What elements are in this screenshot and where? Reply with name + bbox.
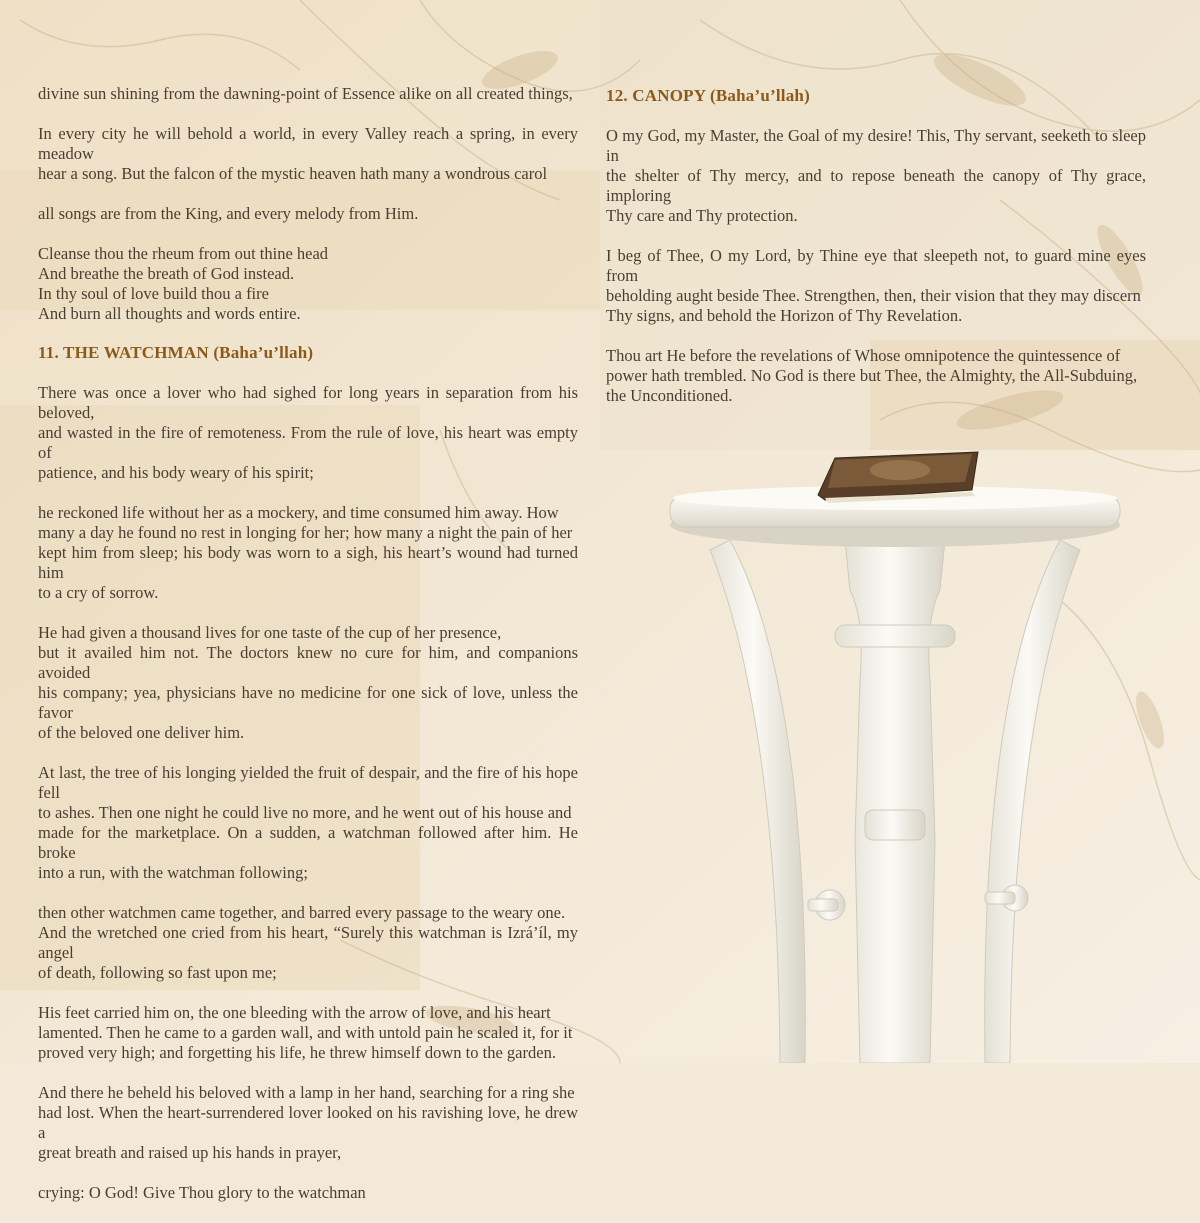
text-line: He had given a thousand lives for one taste of the cup of her presence, xyxy=(38,623,502,642)
text-line: Thy care and Thy protection. xyxy=(606,206,798,225)
text-line: the shelter of Thy mercy, and to repose beneath the canopy of Thy grace, imploring xyxy=(606,166,1146,205)
story-paragraph xyxy=(38,1183,578,1203)
story-paragraph xyxy=(38,503,578,603)
text-line: to a cry of sorrow. xyxy=(38,583,159,602)
text-line: lamented. Then he came to a garden wall, and with untold pain he scaled it, for it xyxy=(38,1023,573,1042)
text-line: patience, and his body weary of his spirit; xyxy=(38,463,314,482)
watchman-story xyxy=(38,383,578,1223)
poem-line: In thy soul of love build thou a fire xyxy=(38,284,269,303)
text-line: power hath trembled. No God is there but Thee, the Almighty, the All-Subduing, xyxy=(606,366,1138,385)
text-line: I beg of Thee, O my Lord, by Thine eye that sleepeth not, to guard mine eyes from xyxy=(606,246,1146,285)
text-line: And there he beheld his beloved with a lamp in her hand, searching for a ring she xyxy=(38,1083,575,1102)
prayer-paragraph xyxy=(606,126,1146,226)
text-line: great breath and raised up his hands in prayer, xyxy=(38,1143,342,1162)
section-title-watchman: 11. THE WATCHMAN (Baha’u’llah) xyxy=(38,343,314,362)
text-line: His feet carried him on, the one bleeding with the arrow of love, and his heart xyxy=(38,1003,551,1022)
text-line: divine sun shining from the dawning-point of Essence alike on all created things, xyxy=(38,84,573,103)
story-paragraph xyxy=(38,903,578,983)
text-line: of the beloved one deliver him. xyxy=(38,723,245,742)
text-line: the Unconditioned. xyxy=(606,386,733,405)
poem-line: And burn all thoughts and words entire. xyxy=(38,304,301,323)
text-line: proved very high; and forgetting his life, he threw himself down to the garden. xyxy=(38,1043,556,1062)
text-line: many a day he found no rest in longing for her; how many a night the pain of her xyxy=(38,523,573,542)
text-line: of death, following so fast upon me; xyxy=(38,963,277,982)
text-line: and wasted in the fire of remoteness. From the rule of love, his heart was empty of xyxy=(38,423,578,462)
text-line: And the wretched one cried from his heart, “Surely this watchman is Izrá’íl, my angel xyxy=(38,923,578,962)
text-line: beholding aught beside Thee. Strengthen, then, their vision that they may discern xyxy=(606,286,1141,305)
text-line: hear a song. But the falcon of the mystic heaven hath many a wondrous carol xyxy=(38,164,548,183)
poem-line: Cleanse thou the rheum from out thine head xyxy=(38,244,329,263)
left-column xyxy=(38,84,578,344)
story-paragraph xyxy=(38,383,578,483)
text-line: had lost. When the heart-surrendered lover looked on his ravishing love, he drew a xyxy=(38,1103,578,1142)
story-paragraph xyxy=(38,1003,578,1063)
intro-paragraph-3 xyxy=(38,204,578,224)
text-line: into a run, with the watchman following; xyxy=(38,863,308,882)
text-line: kept him from sleep; his body was worn to a sigh, his heart’s wound had turned him xyxy=(38,543,578,582)
section-title-canopy: 12. CANOPY (Baha’u’llah) xyxy=(606,86,810,105)
story-paragraph xyxy=(38,763,578,883)
text-line: his company; yea, physicians have no medicine for one sick of love, unless the favor xyxy=(38,683,578,722)
pedestal-with-book-icon xyxy=(660,440,1130,1063)
text-line: then other watchmen came together, and barred every passage to the weary one. xyxy=(38,903,566,922)
intro-paragraph-2 xyxy=(38,124,578,184)
story-paragraph xyxy=(38,623,578,743)
text-line: to ashes. Then one night he could live no more, and he went out of his house and xyxy=(38,803,572,822)
prayer-paragraph xyxy=(606,246,1146,326)
canopy-prayer xyxy=(606,126,1146,426)
poem-line: And breathe the breath of God instead. xyxy=(38,264,295,283)
text-line: There was once a lover who had sighed for long years in separation from his beloved, xyxy=(38,383,578,422)
text-line: In every city he will behold a world, in every Valley reach a spring, in every meadow xyxy=(38,124,578,163)
text-line: Thy signs, and behold the Horizon of Thy Revelation. xyxy=(606,306,963,325)
story-paragraph xyxy=(38,1083,578,1163)
text-line: Thou art He before the revelations of Whose omnipotence the quintessence of xyxy=(606,346,1121,365)
text-line: made for the marketplace. On a sudden, a watchman followed after him. He broke xyxy=(38,823,578,862)
text-line: he reckoned life without her as a mockery, and time consumed him away. How xyxy=(38,503,559,522)
text-line: but it availed him not. The doctors knew no cure for him, and companions avoided xyxy=(38,643,578,682)
text-line: At last, the tree of his longing yielded the fruit of despair, and the fire of his hope fell xyxy=(38,763,578,802)
text-line: O my God, my Master, the Goal of my desire! This, Thy servant, seeketh to sleep in xyxy=(606,126,1146,165)
prayer-paragraph xyxy=(606,346,1146,406)
poem-stanza xyxy=(38,244,578,324)
text-line: all songs are from the King, and every melody from Him. xyxy=(38,204,419,223)
text-line: crying: O God! Give Thou glory to the watchman xyxy=(38,1183,366,1202)
intro-paragraph-1 xyxy=(38,84,578,104)
